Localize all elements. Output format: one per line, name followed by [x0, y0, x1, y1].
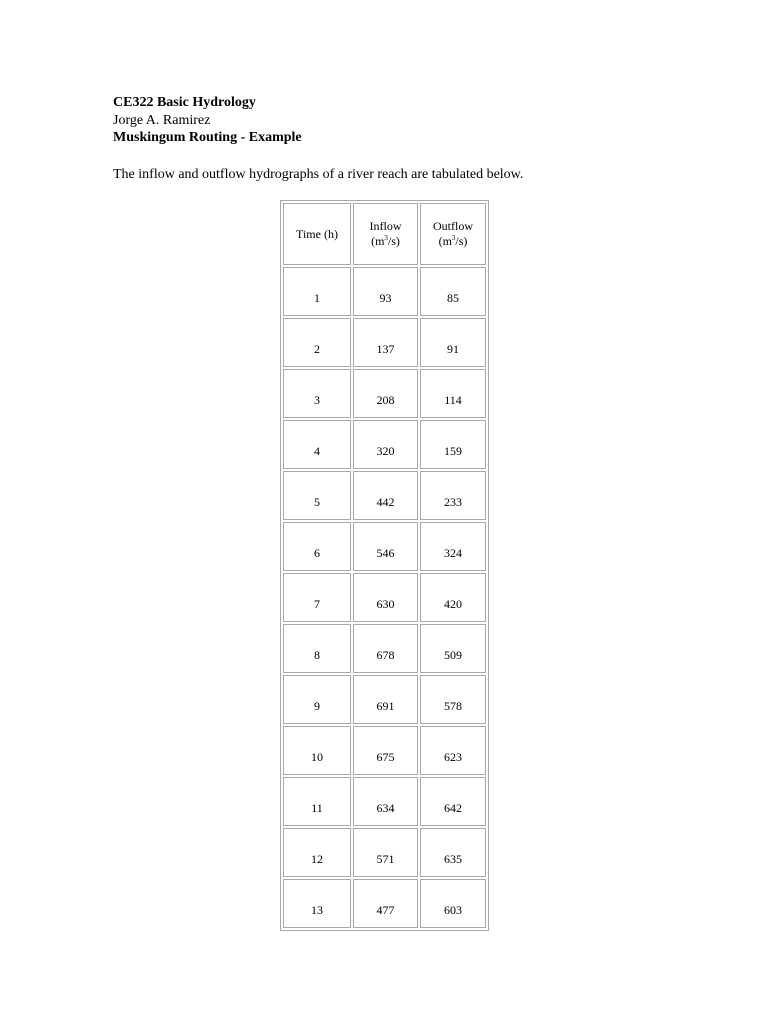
cell-time: 5: [283, 471, 351, 520]
cell-outflow: 578: [420, 675, 486, 724]
header-outflow-unit: $(m^3/s)$: [438, 234, 468, 248]
cell-time: 6: [283, 522, 351, 571]
cell-inflow: 691: [353, 675, 418, 724]
cell-outflow: 420: [420, 573, 486, 622]
cell-inflow: 137: [353, 318, 418, 367]
table-row: [283, 726, 486, 775]
cell-inflow: 208: [353, 369, 418, 418]
cell-outflow: 91: [420, 318, 486, 367]
hydrograph-table: [280, 200, 489, 931]
cell-outflow: 159: [420, 420, 486, 469]
cell-time: 12: [283, 828, 351, 877]
cell-inflow: 678: [353, 624, 418, 673]
cell-outflow: 623: [420, 726, 486, 775]
header-outflow: [420, 203, 486, 265]
cell-outflow: 233: [420, 471, 486, 520]
cell-time: 13: [283, 879, 351, 928]
cell-outflow: 642: [420, 777, 486, 826]
cell-outflow: 85: [420, 267, 486, 316]
cell-time: 7: [283, 573, 351, 622]
document-header: [113, 94, 302, 147]
cell-time: 2: [283, 318, 351, 367]
header-time: [283, 203, 351, 265]
table-row: [283, 318, 486, 367]
cell-inflow: 93: [353, 267, 418, 316]
table-row: [283, 267, 486, 316]
course-title: CE322 Basic Hydrology: [113, 95, 256, 110]
cell-time: 10: [283, 726, 351, 775]
cell-outflow: 324: [420, 522, 486, 571]
intro-paragraph: The inflow and outflow hydrographs of a river reach are tabulated below.: [113, 167, 524, 182]
cell-outflow: 635: [420, 828, 486, 877]
header-time-label: Time (h): [296, 226, 338, 241]
cell-outflow: 509: [420, 624, 486, 673]
header-outflow-label: Outflow: [433, 219, 473, 233]
cell-inflow: 571: [353, 828, 418, 877]
table-row: [283, 522, 486, 571]
cell-time: 1: [283, 267, 351, 316]
table-row: [283, 369, 486, 418]
author-name: Jorge A. Ramirez: [113, 112, 211, 128]
hydrograph-table-container: [280, 200, 489, 931]
cell-inflow: 442: [353, 471, 418, 520]
header-inflow: [353, 203, 418, 265]
table-row: [283, 624, 486, 673]
cell-inflow: 630: [353, 573, 418, 622]
table-row: [283, 420, 486, 469]
cell-time: 8: [283, 624, 351, 673]
cell-inflow: 320: [353, 420, 418, 469]
cell-inflow: 477: [353, 879, 418, 928]
table-header-row: [283, 203, 486, 265]
table-row: [283, 471, 486, 520]
cell-inflow: 634: [353, 777, 418, 826]
cell-inflow: 675: [353, 726, 418, 775]
cell-time: 3: [283, 369, 351, 418]
header-inflow-unit: $(m^3/s)$: [371, 234, 400, 248]
cell-outflow: 603: [420, 879, 486, 928]
cell-time: 9: [283, 675, 351, 724]
topic-title: Muskingum Routing - Example: [113, 130, 302, 145]
cell-time: 11: [283, 777, 351, 826]
cell-inflow: 546: [353, 522, 418, 571]
header-inflow-label: Inflow: [369, 219, 402, 233]
table-row: [283, 828, 486, 877]
cell-time: 4: [283, 420, 351, 469]
table-row: [283, 675, 486, 724]
table-row: [283, 777, 486, 826]
table-row: [283, 879, 486, 928]
cell-outflow: 114: [420, 369, 486, 418]
table-row: [283, 573, 486, 622]
